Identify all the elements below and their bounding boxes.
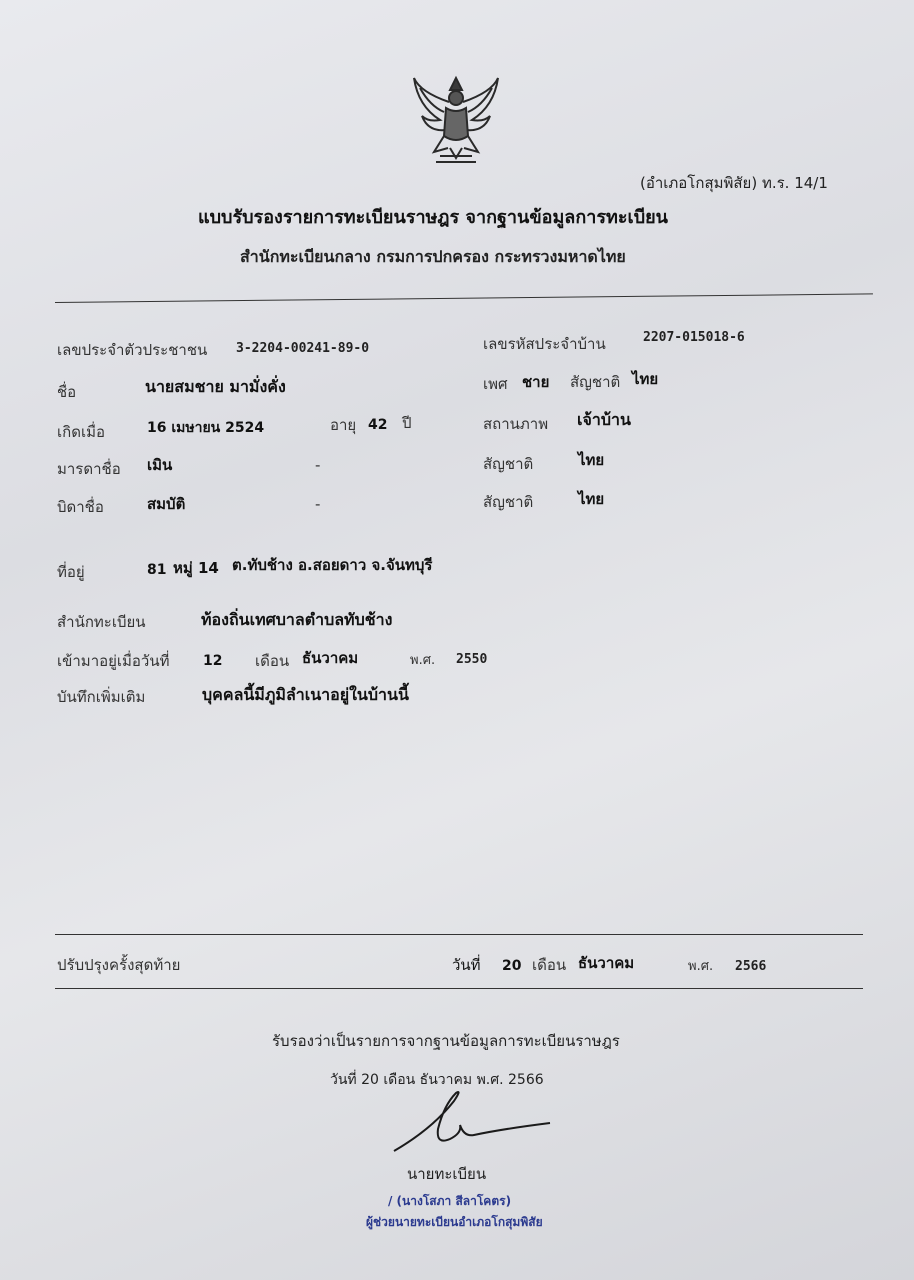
age-value: 42 (368, 417, 388, 433)
age-label: อายุ (330, 416, 357, 434)
registrar-signature (392, 1085, 557, 1160)
age-unit: ปี (402, 414, 412, 432)
update-year-label: พ.ศ. (688, 959, 714, 974)
born-value: 16 เมษายน 2524 (147, 420, 265, 436)
update-top-divider (55, 934, 863, 935)
address-locality: ต.ทับช้าง อ.สอยดาว จ.จันทบุรี (232, 556, 433, 574)
father-dash: - (315, 495, 321, 513)
top-divider (55, 293, 873, 303)
status-label: สถานภาพ (483, 415, 549, 433)
certify-date: วันที่ 20 เดือน ธันวาคม พ.ศ. 2566 (330, 1072, 544, 1088)
certify-statement: รับรองว่าเป็นรายการจากฐานข้อมูลการทะเบียนราษฎร (272, 1032, 620, 1050)
update-month: ธันวาคม (578, 954, 635, 972)
form-code: (อำเภอโกสุมพิสัย) ท.ร. 14/1 (640, 174, 828, 192)
last-update-label: ปรับปรุงครั้งสุดท้าย (57, 956, 181, 974)
moved-in-day: 12 (203, 653, 223, 669)
moved-in-year-label: พ.ศ. (410, 653, 436, 668)
id-value: 3-2204-00241-89-0 (236, 341, 370, 356)
update-year: 2566 (735, 959, 767, 974)
father-value: สมบัติ (147, 495, 186, 513)
mother-value: เมิน (147, 456, 173, 474)
moved-in-label: เข้ามาอยู่เมื่อวันที่ (57, 652, 170, 670)
mother-dash: - (315, 456, 321, 474)
house-code-value: 2207-015018-6 (643, 330, 745, 345)
note-label: บันทึกเพิ่มเติม (57, 688, 146, 706)
document-title: แบบรับรองรายการทะเบียนราษฎร จากฐานข้อมูลการทะเบียน (198, 207, 668, 228)
update-month-label: เดือน (532, 956, 567, 974)
address-label: ที่อยู่ (57, 563, 85, 581)
registry-office-value: ท้องถิ่นเทศบาลตำบลทับช้าง (201, 610, 393, 629)
registry-office-label: สำนักทะเบียน (57, 613, 146, 631)
stamp-name: / (นางโสภา สีลาโคตร) (388, 1194, 512, 1208)
stamp-position: ผู้ช่วยนายทะเบียนอำเภอโกสุมพิสัย (366, 1215, 543, 1229)
nationality-value: ไทย (632, 370, 659, 388)
update-day: 20 (502, 958, 522, 974)
status-value: เจ้าบ้าน (577, 410, 631, 429)
father-label: บิดาชื่อ (57, 498, 104, 516)
moved-in-month-label: เดือน (255, 652, 290, 670)
document-subtitle: สำนักทะเบียนกลาง กรมการปกครอง กระทรวงมหาดไทย (240, 247, 626, 266)
note-value: บุคคลนี้มีภูมิลำเนาอยู่ในบ้านนี้ (202, 685, 409, 704)
nationality-label: สัญชาติ (570, 373, 621, 391)
moved-in-year: 2550 (456, 652, 488, 667)
name-value: นายสมชาย มามั่งคั่ง (145, 377, 286, 396)
mother-label: มารดาชื่อ (57, 460, 121, 478)
registrar-title: นายทะเบียน (407, 1165, 487, 1183)
name-label: ชื่อ (57, 383, 77, 401)
update-bottom-divider (55, 988, 863, 989)
house-code-label: เลขรหัสประจำบ้าน (483, 335, 606, 353)
sex-value: ชาย (522, 373, 550, 391)
mother-nationality-value: ไทย (578, 451, 605, 469)
father-nationality-label: สัญชาติ (483, 493, 534, 511)
moved-in-month: ธันวาคม (302, 649, 359, 667)
update-day-label: วันที่ (452, 956, 481, 974)
mother-nationality-label: สัญชาติ (483, 455, 534, 473)
garuda-emblem-icon (410, 72, 502, 168)
sex-label: เพศ (483, 375, 508, 393)
address-house-number: 81 (147, 562, 167, 578)
address-moo: หมู่ 14 (173, 559, 219, 577)
id-label: เลขประจำตัวประชาชน (57, 341, 208, 359)
born-label: เกิดเมื่อ (57, 423, 105, 441)
father-nationality-value: ไทย (578, 490, 605, 508)
